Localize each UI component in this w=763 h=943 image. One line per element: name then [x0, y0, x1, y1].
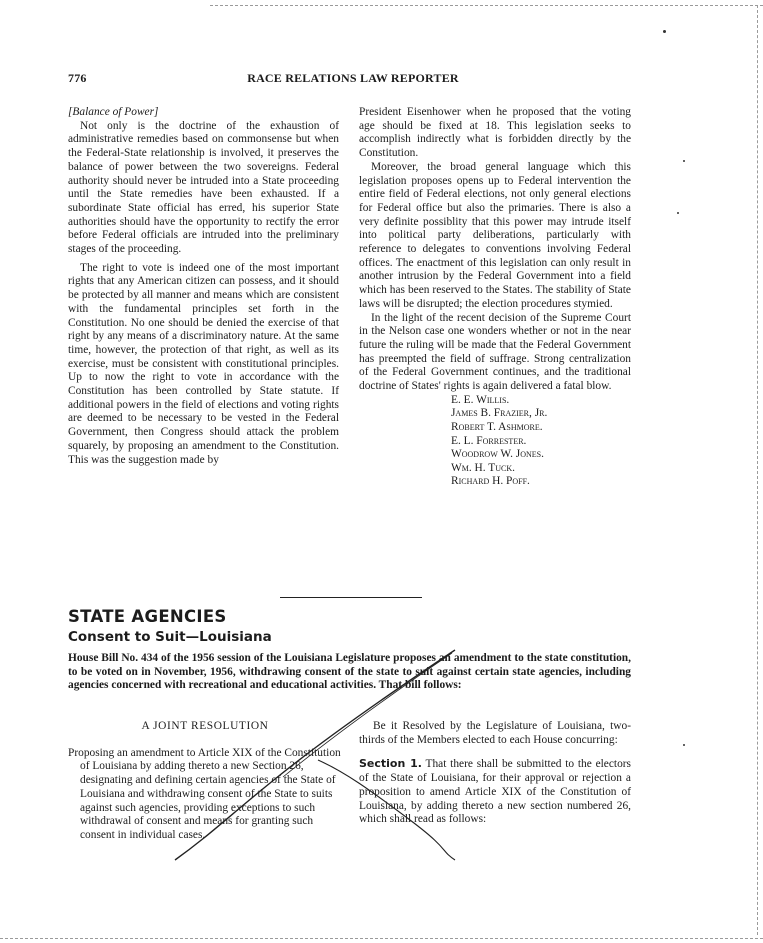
section-subheading: Consent to Suit—Louisiana	[68, 629, 272, 645]
right-column	[359, 106, 631, 489]
scan-speck	[677, 212, 679, 214]
signatory: Wm. H. Tuck.	[451, 461, 515, 474]
signatory: James B. Frazier, Jr.	[451, 407, 548, 420]
paragraph: President Eisenhower when he proposed that the voting age should be fixed at 18. This legislation seeks to accomplish indirectly what is forbidden directly by the Constitution.	[359, 106, 631, 160]
paragraph: In the light of the recent decision of the Supreme Court in the Nelson case one wonders whether or not in the near future the ruling will be made that the Federal Government has preempted the field of suffrage. Strong centralization of the Federal Government continues, and the traditional doctrine of States' rights is again delivered a fatal blow.	[359, 311, 631, 393]
joint-resolution-text: Proposing an amendment to Article XIX of the Constitution of Louisiana by adding thereto a new Section 26, designating and defining certain agencies of the State of Louisiana and withdrawing consent of the State to suits against such agencies, providing exceptions to such withdrawal of consent and means for granting such consent in individual cases.	[68, 746, 341, 841]
scan-speck	[683, 744, 685, 746]
scan-speck	[683, 160, 685, 162]
signatory: E. E. Willis.	[451, 393, 510, 406]
signatory: Woodrow W. Jones.	[451, 448, 544, 461]
section-heading: STATE AGENCIES	[68, 607, 227, 626]
paragraph: Moreover, the broad general language which this legislation proposes opens up to Federal intervention the entire field of Federal elections, not only general elections for Federal office but also the primaries. There is also a very definite possiblity that this power may intrude itself into political party deliberations, particularly with reference to delegates to conventions involving Federal offices. The enactment of this legislation can only result in another intrusion by the Federal Government into a field which has been reserved to the States. The stability of State laws will be disrupted; the election procedures stymied.	[359, 160, 631, 310]
bill-intro: House Bill No. 434 of the 1956 session of the Louisiana Legislature proposes an amendment to the state constitution, to be voted on in November, 1956, withdrawing consent of the state to suit against certain state agencies, including agencies concerned with recreational and educational activities. That bill follows:	[68, 652, 631, 692]
signatory: Richard H. Poff.	[451, 475, 530, 488]
section-text: That there shall be submitted to the electors of the State of Louisiana, for their approval or rejection a proposition to amend Article XIX of the Constitution of Louisiana, by adding thereto a new section numbered 26, which shall read as follows:	[359, 758, 631, 826]
section-divider	[280, 597, 422, 598]
page-number: 776	[68, 71, 87, 85]
resolved-clause: Be it Resolved by the Legislature of Louisiana, two-thirds of the Members elected to each House concurring:	[359, 720, 631, 746]
paragraph: The right to vote is indeed one of the most important rights that any American citizen can possess, and it should be protected by all manner and means which are consistent with the fundamental principles set forth in the Constitution. No one should be denied the exercise of that right by any means of a discriminatory nature. At the same time, however, the protection of that right, as well as its exercise, must be consistent with constitutional principles. Up to now the right to vote in accordance with the Constitution has been controlled by State statute. If additional powers in the field of elections and voting rights are deemed to be necessary to be vested in the Federal Government, then Congress should attack the problem squarely, by proposing an amendment to the Constitution. This was the suggestion made by	[68, 261, 339, 466]
resolution-body	[359, 720, 631, 827]
scan-speck	[663, 30, 666, 33]
paragraph: Not only is the doctrine of the exhaustion of administrative remedies based on commonsense but when the Federal-State relationship is involved, it preserves the balance of power between the two sovereigns. Federal authority should never be intruded into a State proceeding until the State remedies have been exhausted. If a subordinate State official has erred, his superior State authorities should have the opportunity to rectify the error before Federal officials are intruded into the preliminary stages of the proceeding.	[68, 119, 339, 256]
section-label: Section 1.	[359, 757, 422, 771]
scan-border-top	[210, 5, 763, 6]
signature-list	[451, 394, 631, 489]
section-one	[359, 757, 631, 827]
journal-title: RACE RELATIONS LAW REPORTER	[247, 71, 459, 85]
scan-border-right	[757, 5, 758, 935]
scan-border-bottom	[0, 938, 763, 939]
signatory: Robert T. Ashmore.	[451, 420, 543, 433]
signatory: E. L. Forrester.	[451, 434, 527, 447]
joint-resolution	[68, 720, 342, 843]
section-tag: [Balance of Power]	[68, 106, 159, 118]
joint-resolution-heading: A JOINT RESOLUTION	[141, 720, 269, 732]
left-column	[68, 106, 339, 467]
